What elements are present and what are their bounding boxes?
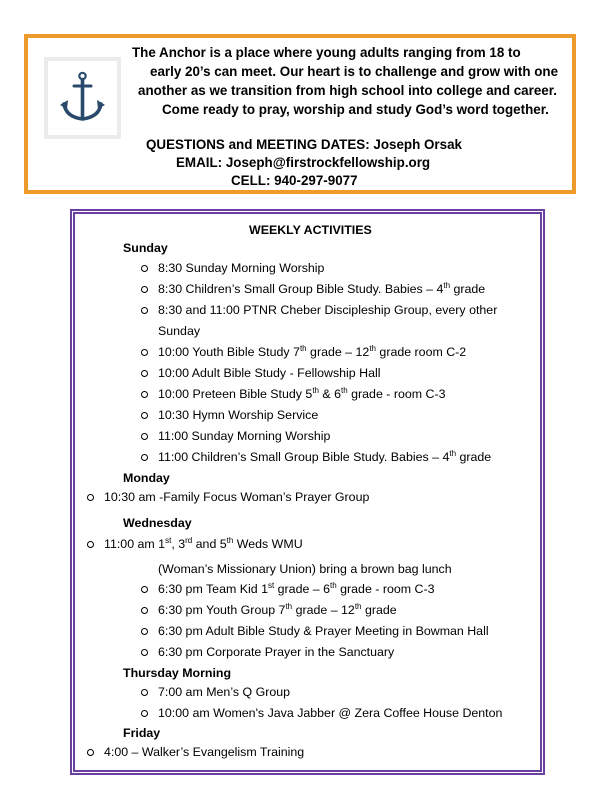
bullet-icon [141, 607, 148, 614]
intro-line: another as we transition from high school into college and career. [138, 83, 557, 98]
bullet-icon [141, 370, 148, 377]
intro-line: early 20’s can meet. Our heart is to challenge and grow with one [150, 64, 559, 79]
list-item: 6:30 pm Adult Bible Study & Prayer Meeting in Bowman Hall [158, 624, 489, 638]
intro-text [132, 43, 559, 119]
day-thursday: Thursday Morning [123, 666, 232, 680]
bullet-icon [141, 689, 148, 696]
list-item: 10:00 Youth Bible Study 7th grade – 12th grade room C-2 [158, 344, 467, 359]
list-item: 7:00 am Men’s Q Group [158, 685, 291, 699]
list-item: 11:00 Children’s Small Group Bible Study. Babies – 4th grade [158, 449, 492, 464]
bullet-icon [141, 265, 148, 272]
list-item: 10:00 Preteen Bible Study 5th & 6th grade - room C-3 [158, 386, 446, 401]
bullet-icon [141, 433, 148, 440]
list-item: 10:30 am -Family Focus Woman’s Prayer Group [104, 490, 370, 504]
list-item-continuation: Sunday [158, 324, 201, 338]
intro-line: The Anchor is a place where young adults ranging from 18 to [132, 45, 521, 60]
list-item: 10:00 Adult Bible Study - Fellowship Hall [158, 366, 381, 380]
activities-title: WEEKLY ACTIVITIES [249, 223, 372, 237]
list-item: 10:00 am Women's Java Jabber @ Zera Coffee House Denton [158, 706, 503, 720]
bullet-icon [141, 286, 148, 293]
list-item-note: (Woman’s Missionary Union) bring a brown bag lunch [158, 562, 452, 576]
bullet-icon [141, 454, 148, 461]
bullet-icon [141, 307, 148, 314]
bullet-icon [141, 349, 148, 356]
bullet-icon [87, 541, 94, 548]
bullet-icon [141, 649, 148, 656]
cell-line: CELL: 940-297-9077 [231, 173, 358, 188]
anchor-icon [60, 71, 105, 126]
list-item: 8:30 Sunday Morning Worship [158, 261, 325, 275]
list-item: 6:30 pm Corporate Prayer in the Sanctuary [158, 645, 395, 659]
bullet-icon [141, 586, 148, 593]
list-item: 6:30 pm Team Kid 1st grade – 6th grade - room C-3 [158, 581, 435, 596]
bullet-icon [141, 412, 148, 419]
questions-line: QUESTIONS and MEETING DATES: Joseph Orsak [146, 137, 462, 152]
day-sunday: Sunday [123, 241, 168, 255]
bullet-icon [87, 494, 94, 501]
intro-line: Come ready to pray, worship and study God’s word together. [162, 102, 549, 117]
list-item: 8:30 and 11:00 PTNR Cheber Discipleship Group, every other [158, 303, 498, 317]
bullet-icon [141, 710, 148, 717]
intro-box [24, 34, 576, 194]
list-item: 6:30 pm Youth Group 7th grade – 12th grade [158, 602, 397, 617]
list-item: 11:00 Sunday Morning Worship [158, 429, 331, 443]
list-item: 4:00 – Walker’s Evangelism Training [104, 745, 305, 759]
list-item: 11:00 am 1st, 3rd and 5th Weds WMU [104, 536, 303, 551]
email-line: EMAIL: Joseph@firstrockfellowship.org [176, 155, 431, 170]
bullet-icon [141, 391, 148, 398]
bullet-icon [87, 749, 94, 756]
day-friday: Friday [123, 726, 161, 740]
anchor-logo [44, 57, 121, 139]
list-item: 10:30 Hymn Worship Service [158, 408, 319, 422]
day-wednesday: Wednesday [123, 516, 192, 530]
bullet-icon [141, 628, 148, 635]
list-item: 8:30 Children’s Small Group Bible Study. Babies – 4th grade [158, 281, 486, 296]
day-monday: Monday [123, 471, 170, 485]
